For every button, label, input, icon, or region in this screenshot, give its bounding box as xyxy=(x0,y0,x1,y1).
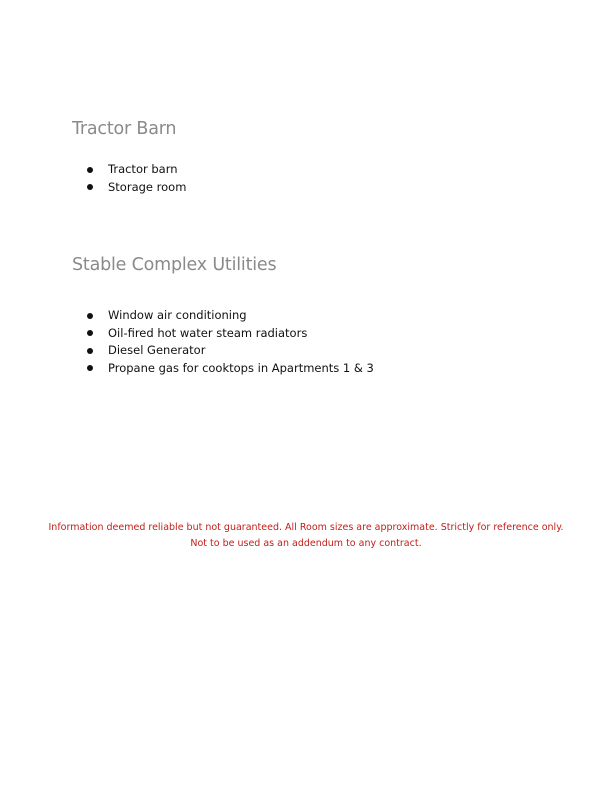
bullet-icon xyxy=(87,330,93,336)
disclaimer-line-1: Information deemed reliable but not guaranteed. All Room sizes are approximate. Strictly for reference only. xyxy=(48,522,564,533)
bullet-icon xyxy=(87,348,93,354)
list-item-label: Window air conditioning xyxy=(108,308,247,322)
list-item-label: Diesel Generator xyxy=(108,343,206,357)
list-item-label: Tractor barn xyxy=(108,162,178,176)
list-item-label: Storage room xyxy=(108,179,187,194)
section-heading-stable-complex-utilities: Stable Complex Utilities xyxy=(72,255,277,275)
list-item-label: Propane gas for cooktops in Apartments 1 & 3 xyxy=(108,360,374,375)
disclaimer xyxy=(0,520,612,552)
disclaimer-line-2: Not to be used as an addendum to any contract. xyxy=(190,538,422,549)
list-item-label: Oil-fired hot water steam radiators xyxy=(108,325,308,340)
section-heading-tractor-barn: Tractor Barn xyxy=(72,119,177,139)
bullet-icon xyxy=(87,365,93,371)
bullet-icon xyxy=(87,167,93,173)
bullet-icon xyxy=(87,313,93,319)
bullet-icon xyxy=(87,184,93,190)
